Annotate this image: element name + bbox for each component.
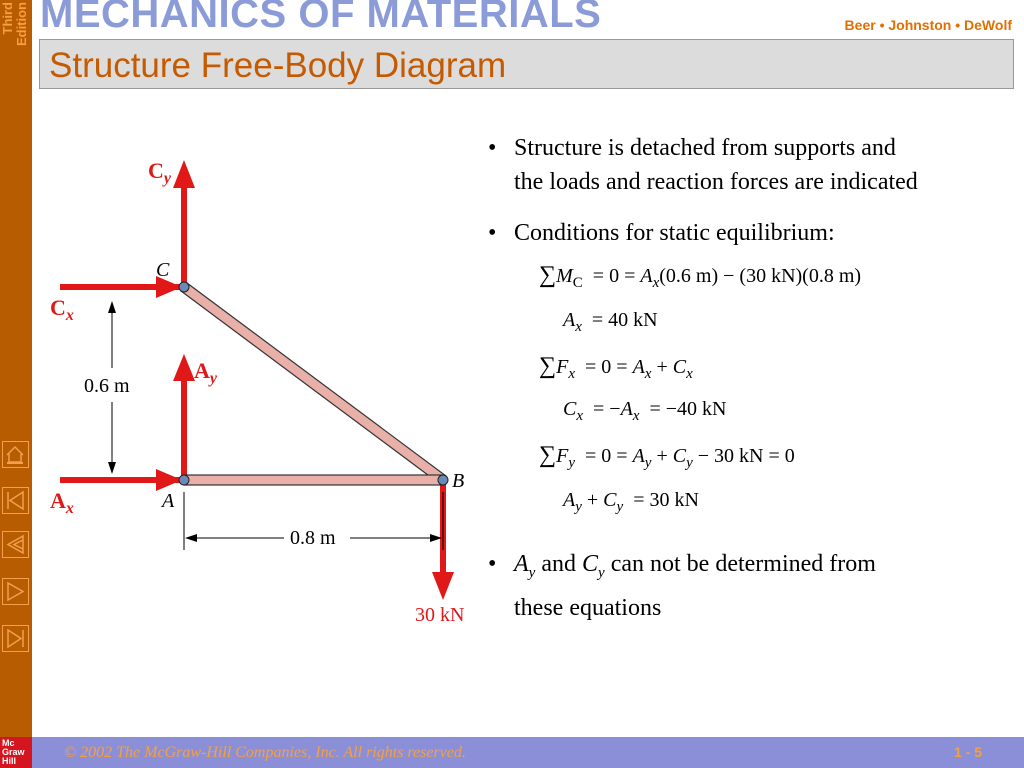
free-body-diagram xyxy=(32,110,502,710)
edition-line-2: Edition xyxy=(14,2,29,47)
bullet-3-line-2: these equations xyxy=(514,595,662,621)
bullet-1-line-2: the loads and reaction forces are indicated xyxy=(514,169,918,195)
equation-ay-cy: $A_y + C_y = 30$ kN xyxy=(563,489,699,515)
sidebar xyxy=(0,0,32,768)
next-slide-button[interactable] xyxy=(2,578,29,605)
edition-label xyxy=(0,0,32,60)
equation-cx: $C_x = -A_x = -40$ kN xyxy=(563,398,727,424)
load-label: 30 kN xyxy=(415,604,465,626)
ay-label: $A_y$ xyxy=(194,358,217,387)
home-icon xyxy=(3,442,28,467)
last-slide-icon xyxy=(3,626,28,651)
first-slide-button[interactable] xyxy=(2,487,29,514)
previous-slide-icon xyxy=(3,532,28,557)
last-slide-button[interactable] xyxy=(2,625,29,652)
bullet-1-line-1: Structure is detached from supports and xyxy=(514,135,896,161)
b-point-label: B xyxy=(452,470,465,492)
bullet-2-text: Conditions for static equilibrium: xyxy=(514,220,835,246)
page-number: 1 - 5 xyxy=(953,744,982,760)
ay-force-arrow xyxy=(173,354,195,480)
authors: Beer • Johnston • DeWolf xyxy=(844,17,1012,33)
bullet-3-line-1: $A_y$ and $C_y$ can not be determined from xyxy=(514,551,876,581)
equation-moment-c: $\sum M_C = 0 = A_x(0.6$ m) − (30 kN)(0.8 m) xyxy=(539,262,862,291)
member-ab xyxy=(184,475,443,485)
ax-label: $A_x$ xyxy=(50,488,74,517)
home-button[interactable] xyxy=(2,441,29,468)
c-point-label: C xyxy=(156,259,170,281)
publisher-logo: Mc Graw Hill xyxy=(0,737,32,768)
horizontal-dimension-label: 0.8 m xyxy=(290,527,336,549)
footer-bar xyxy=(32,737,1024,768)
course-title: MECHANICS OF MATERIALS xyxy=(40,0,602,36)
cy-label: $C_y$ xyxy=(148,158,171,187)
pin-c xyxy=(179,282,189,292)
edition-line-1: Third xyxy=(0,2,15,35)
cy-force-arrow xyxy=(173,160,195,287)
first-slide-icon xyxy=(3,488,28,513)
ax-force-arrow xyxy=(60,469,182,491)
pin-b xyxy=(438,475,448,485)
member-cb xyxy=(181,283,446,484)
previous-slide-button[interactable] xyxy=(2,531,29,558)
next-slide-icon xyxy=(3,579,28,604)
slide-title-box xyxy=(39,39,1014,89)
slide-title: Structure Free-Body Diagram xyxy=(49,46,507,85)
copyright: © 2002 The McGraw-Hill Companies, Inc. All rights reserved. xyxy=(64,744,466,761)
a-point-label: A xyxy=(162,490,175,512)
vertical-dimension-label: 0.6 m xyxy=(84,375,130,397)
equation-ax: $A_x = 40$ kN xyxy=(563,309,658,335)
equation-sum-fx: $\sum F_x = 0 = A_x + C_x$ xyxy=(539,353,693,382)
pin-a xyxy=(179,475,189,485)
cx-label: $C_x$ xyxy=(50,295,74,324)
equation-sum-fy: $\sum F_y = 0 = A_y + C_y - 30$ kN = 0 xyxy=(539,442,795,471)
